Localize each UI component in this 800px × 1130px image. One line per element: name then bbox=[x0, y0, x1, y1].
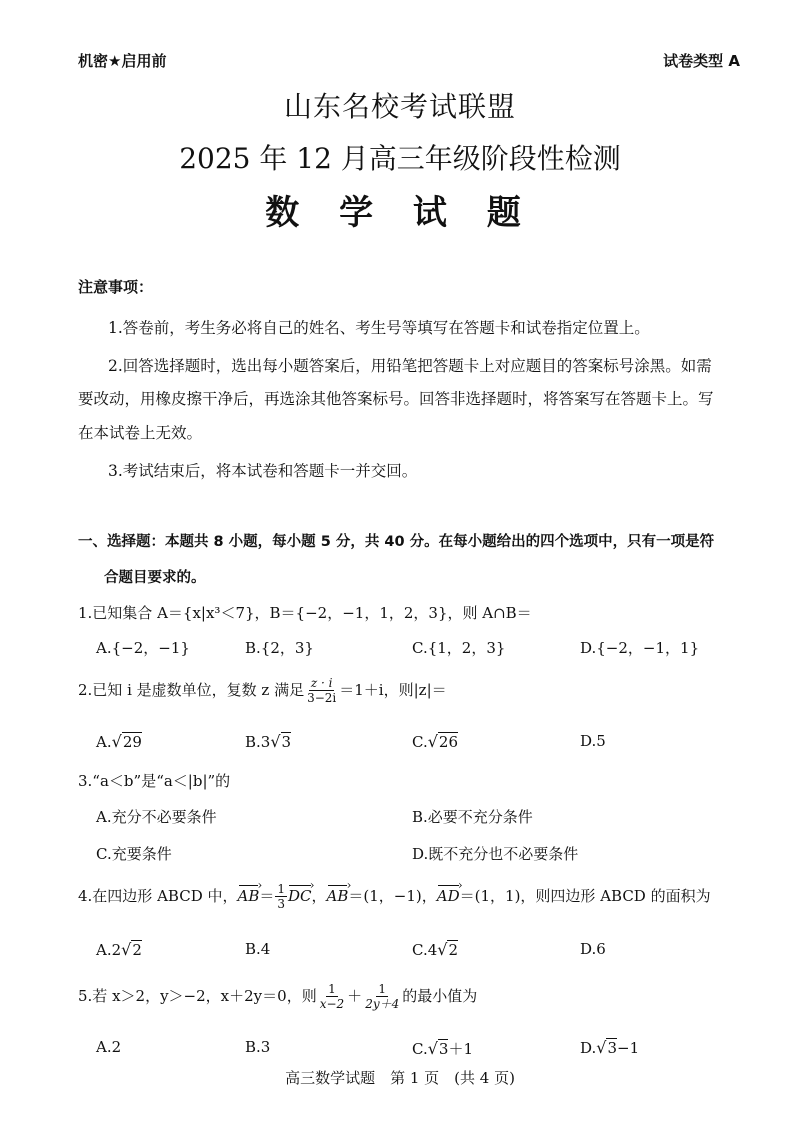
question-2-option-b: B.3√3 bbox=[245, 732, 292, 751]
question-1-option-b: B.{2，3} bbox=[245, 639, 314, 657]
question-4-option-d: D.6 bbox=[580, 940, 606, 958]
question-3-option-a: A.充分不必要条件 bbox=[96, 808, 217, 826]
question-2-stem-pre: 2.已知 i 是虚数单位，复数 z 满足 bbox=[78, 680, 305, 699]
question-5-stem: 5.若 x＞2，y＞−2，x＋2y＝0，则 $\frac{1}{x-2}$ ＋ $\frac{1}{2y+4}$ 的最小值为 bbox=[78, 982, 478, 1012]
sqrt-icon: √ bbox=[111, 732, 122, 751]
sqrt-icon: √ bbox=[437, 940, 448, 959]
question-5-option-c: C.√3＋1 bbox=[412, 1039, 474, 1058]
question-2-stem-post: ＝1＋i，则|z|＝ bbox=[339, 680, 447, 699]
question-4-fraction: $\frac{1}{3}$ bbox=[277, 882, 286, 912]
question-4-option-a: A.2√2 bbox=[96, 940, 142, 959]
paper-type-label: 试卷类型 A bbox=[663, 52, 740, 70]
question-1-option-a: A.{−2，−1} bbox=[96, 639, 190, 657]
note-item-2-line-1: 2.回答选择题时，选出每小题答案后，用铅笔把答题卡上对应题目的答案标号涂黑。如需 bbox=[108, 357, 712, 375]
question-2-stem bbox=[78, 676, 447, 706]
subject-title: 数 学 试 题 bbox=[265, 193, 535, 233]
question-1-option-c: C.{1，2，3} bbox=[412, 639, 506, 657]
question-5-option-d: D.√3−1 bbox=[580, 1038, 640, 1057]
exam-title: 2025 年 12 月高三年级阶段性检测 bbox=[179, 142, 621, 175]
sqrt-icon: √ bbox=[427, 1039, 438, 1058]
question-5-option-a: A.2 bbox=[96, 1038, 122, 1056]
section-1-heading: 一、选择题：本题共 8 小题，每小题 5 分，共 40 分。在每小题给出的四个选项中，只有一项是符 bbox=[78, 534, 715, 550]
question-4-stem: 4.在四边形 ABCD 中，AB ›＝ $\frac{1}{3}$ DC ›，AB ›＝(1，−1)，AD ›＝(1，1)，则四边形 ABCD 的面积为 bbox=[78, 882, 711, 912]
question-5-fraction-2: $\frac{1}{2y+4}$ bbox=[365, 982, 400, 1012]
question-5-fraction-1: $\frac{1}{x-2}$ bbox=[319, 982, 345, 1012]
vector-dc: DC › bbox=[288, 887, 312, 905]
confidential-label: 机密★启用前 bbox=[78, 52, 167, 70]
vector-ad: AD › bbox=[437, 887, 460, 905]
question-3-stem: 3.“a＜b”是“a＜|b|”的 bbox=[78, 772, 231, 790]
page-footer: 高三数学试题 第 1 页 (共 4 页) bbox=[285, 1069, 515, 1087]
question-4-option-c: C.4√2 bbox=[412, 940, 459, 959]
note-item-2-line-3: 在本试卷上无效。 bbox=[78, 424, 203, 442]
question-2-option-d: D.5 bbox=[580, 732, 606, 750]
question-5-option-b: B.3 bbox=[245, 1038, 271, 1056]
notes-heading: 注意事项： bbox=[78, 278, 154, 296]
org-title: 山东名校考试联盟 bbox=[283, 90, 516, 123]
note-item-3: 3.考试结束后，将本试卷和答题卡一并交回。 bbox=[108, 462, 418, 480]
question-1-option-d: D.{−2，−1，1} bbox=[580, 639, 700, 657]
sqrt-icon: √ bbox=[596, 1038, 607, 1057]
sqrt-icon: √ bbox=[270, 732, 281, 751]
question-3-option-c: C.充要条件 bbox=[96, 845, 172, 863]
question-3-option-b: B.必要不充分条件 bbox=[412, 808, 533, 826]
question-4-option-b: B.4 bbox=[245, 940, 271, 958]
note-item-1: 1.答卷前，考生务必将自己的姓名、考生号等填写在答题卡和试卷指定位置上。 bbox=[108, 319, 650, 337]
question-2-option-a: A.√29 bbox=[96, 732, 142, 751]
sqrt-icon: √ bbox=[427, 732, 438, 751]
question-2-frac-num: z · i bbox=[310, 676, 333, 690]
question-2-frac-den: 3−2i bbox=[307, 691, 337, 706]
question-3-option-d: D.既不充分也不必要条件 bbox=[412, 845, 579, 863]
vector-ab-2: AB › bbox=[327, 887, 349, 905]
vector-ab: AB › bbox=[238, 887, 260, 905]
question-2-fraction bbox=[305, 676, 338, 706]
sqrt-icon: √ bbox=[121, 940, 132, 959]
section-1-heading-cont: 合题目要求的。 bbox=[104, 570, 206, 586]
question-2-option-c: C.√26 bbox=[412, 732, 459, 751]
question-1-stem: 1.已知集合 A＝{x|x³＜7}，B＝{−2，−1，1，2，3}，则 A∩B＝ bbox=[78, 604, 532, 622]
note-item-2-line-2: 要改动，用橡皮擦干净后，再选涂其他答案标号。回答非选择题时，将答案写在答题卡上。写 bbox=[78, 390, 714, 408]
